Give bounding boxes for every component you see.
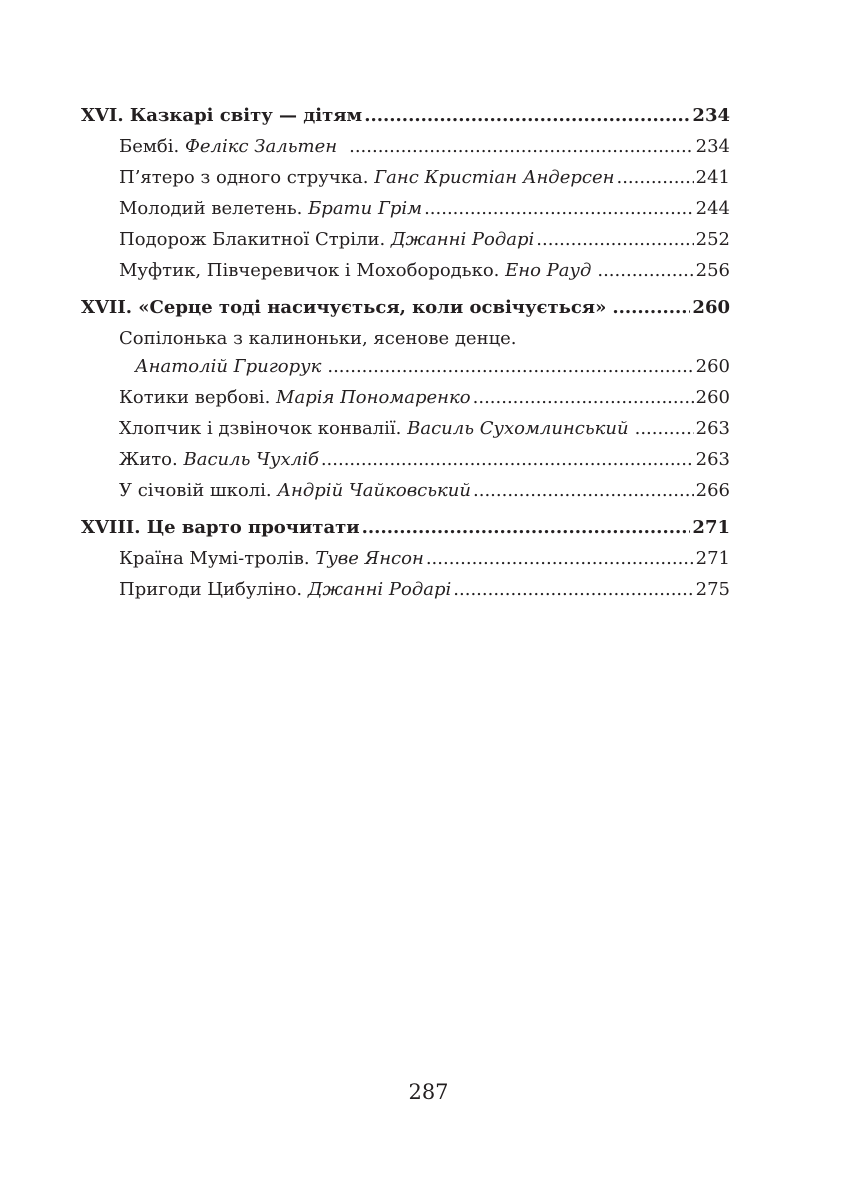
entry-page: 252 xyxy=(695,229,730,250)
section-heading[interactable] xyxy=(81,512,730,543)
entry-title: Муфтик, Півчеревичок і Мохобородько. xyxy=(119,260,500,281)
entry-title: Молодий велетень. xyxy=(119,198,303,219)
toc-section-18 xyxy=(81,512,730,605)
toc-entry[interactable] xyxy=(81,382,730,413)
section-page: 271 xyxy=(692,517,730,538)
section-title: XVI. Казкарі світу — дітям xyxy=(81,105,363,126)
entry-page: 260 xyxy=(695,387,730,408)
dot-leader xyxy=(327,351,693,382)
toc-entry[interactable] xyxy=(81,543,730,574)
toc-section-17 xyxy=(81,292,730,506)
entry-author: Ено Рауд xyxy=(505,260,592,281)
entry-title: Країна Мумі-тролів. xyxy=(119,548,310,569)
dot-leader xyxy=(453,574,693,605)
entry-author: Джанні Родарі xyxy=(390,229,535,250)
dot-leader xyxy=(473,475,694,506)
dot-leader xyxy=(635,413,694,444)
section-page: 234 xyxy=(692,105,730,126)
entry-page: 234 xyxy=(695,136,730,157)
entry-title: Подорож Блакитної Стріли. xyxy=(119,229,386,250)
entry-author: Анатолій Григорук xyxy=(135,356,322,377)
dot-leader xyxy=(612,292,690,323)
dot-leader xyxy=(349,131,694,162)
toc-section-16 xyxy=(81,100,730,286)
entry-title: У січовій школі. xyxy=(119,480,272,501)
entry-title: Пригоди Цибуліно. xyxy=(119,579,303,600)
entry-title: Котики вербові. xyxy=(119,387,271,408)
toc-entry[interactable] xyxy=(81,475,730,506)
section-heading[interactable] xyxy=(81,292,730,323)
dot-leader xyxy=(364,100,690,131)
entry-author: Фелікс Зальтен xyxy=(184,136,338,157)
toc-entry[interactable] xyxy=(81,162,730,193)
toc-entry-author-line[interactable] xyxy=(81,351,730,382)
entry-page: 244 xyxy=(695,198,730,219)
section-page: 260 xyxy=(692,297,730,318)
entry-title: Бембі. xyxy=(119,136,180,157)
toc-entry[interactable] xyxy=(81,255,730,286)
dot-leader xyxy=(597,255,693,286)
entry-page: 241 xyxy=(695,167,730,188)
entry-page: 263 xyxy=(695,449,730,470)
dot-leader xyxy=(321,444,694,475)
section-title: XVIII. Це варто прочитати xyxy=(81,517,360,538)
dot-leader xyxy=(536,224,693,255)
entry-author: Брати Грім xyxy=(308,198,423,219)
entry-page: 271 xyxy=(695,548,730,569)
entry-author: Марія Пономаренко xyxy=(276,387,471,408)
toc-entry[interactable] xyxy=(81,444,730,475)
entry-author: Андрій Чайковський xyxy=(277,480,471,501)
entry-page: 266 xyxy=(695,480,730,501)
entry-author: Василь Сухомлинський xyxy=(407,418,629,439)
dot-leader xyxy=(473,382,694,413)
entry-page: 256 xyxy=(695,260,730,281)
dot-leader xyxy=(362,512,691,543)
entry-title: Сопілонька з калиноньки, ясенове денце. xyxy=(119,328,517,349)
toc-entry[interactable] xyxy=(81,413,730,444)
entry-title: П’ятеро з одного стручка. xyxy=(119,167,369,188)
entry-title: Жито. xyxy=(119,449,178,470)
toc-entry[interactable] xyxy=(81,224,730,255)
entry-author: Ганс Кристіан Андерсен xyxy=(374,167,615,188)
table-of-contents xyxy=(81,100,730,611)
toc-entry-title-line[interactable] xyxy=(81,326,730,351)
toc-entry[interactable] xyxy=(81,574,730,605)
dot-leader xyxy=(424,193,694,224)
dot-leader xyxy=(616,162,693,193)
dot-leader xyxy=(426,543,694,574)
entry-author: Туве Янсон xyxy=(315,548,424,569)
entry-page: 263 xyxy=(695,418,730,439)
section-title: XVII. «Серце тоді насичується, коли освічується» xyxy=(81,297,607,318)
toc-entry[interactable] xyxy=(81,131,730,162)
entry-author: Джанні Родарі xyxy=(307,579,452,600)
entry-author: Василь Чухліб xyxy=(183,449,319,470)
entry-page: 275 xyxy=(695,579,730,600)
page-number: 287 xyxy=(408,1080,449,1104)
entry-title: Хлопчик і дзвіночок конвалії. xyxy=(119,418,402,439)
toc-entry[interactable] xyxy=(81,193,730,224)
section-heading[interactable] xyxy=(81,100,730,131)
entry-page: 260 xyxy=(695,356,730,377)
